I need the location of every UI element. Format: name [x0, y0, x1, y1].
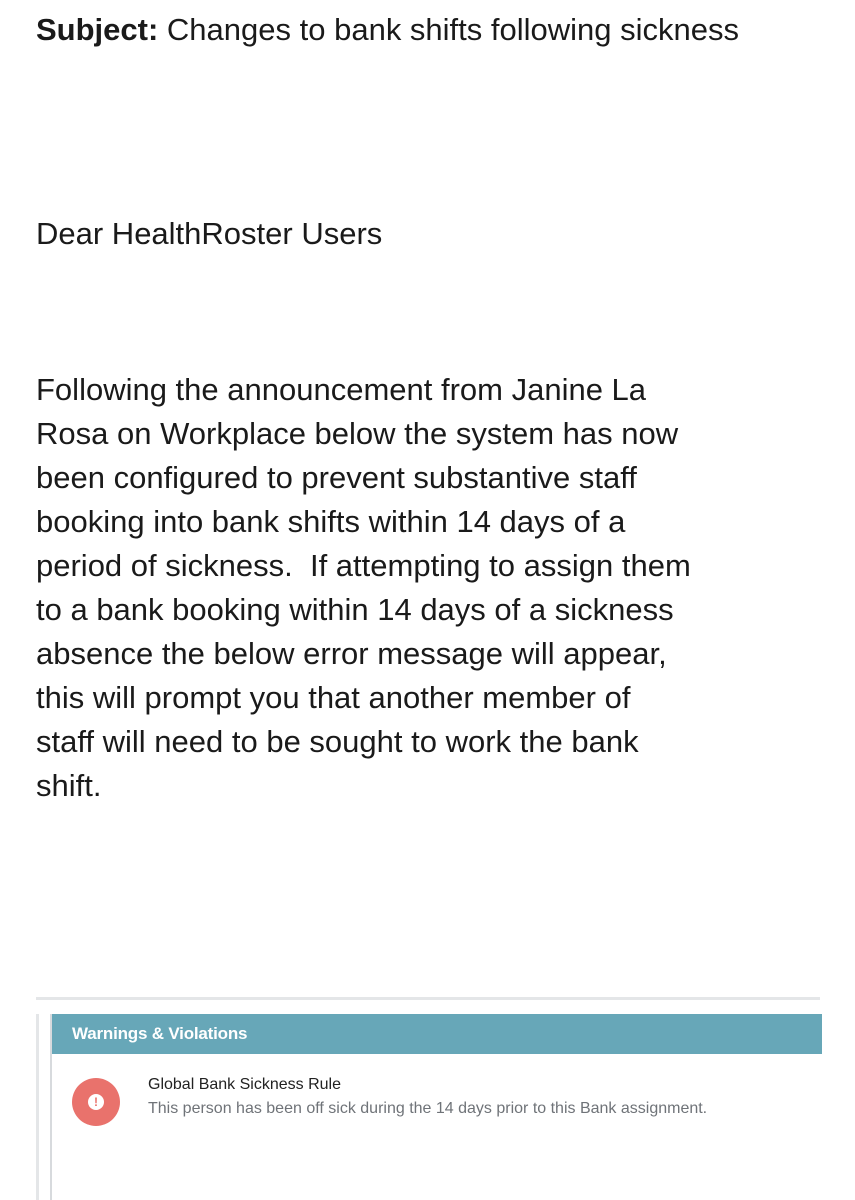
warning-item[interactable] — [52, 1054, 822, 1134]
subject-label: Subject: — [36, 12, 159, 47]
body-line: this will prompt you that another member of — [36, 680, 631, 715]
warning-description: This person has been off sick during the 14 days prior to this Bank assignment. — [148, 1100, 708, 1117]
body-line: Rosa on Workplace below the system has now — [36, 416, 679, 451]
subject-text: Changes to bank shifts following sickness — [166, 12, 739, 47]
body-line: Following the announcement from Janine La — [36, 372, 647, 407]
warnings-violations-panel — [50, 1014, 822, 1200]
body-line: staff will need to be sought to work the bank — [36, 724, 639, 759]
body-line: been configured to prevent substantive staff — [36, 460, 637, 495]
email-body — [36, 368, 836, 808]
body-line: to a bank booking within 14 days of a sickness — [36, 592, 674, 627]
exclamation-circle-icon: ! — [72, 1078, 120, 1126]
email-subject — [36, 8, 836, 51]
email-greeting: Dear HealthRoster Users — [36, 216, 383, 251]
body-line: shift. — [36, 768, 102, 803]
body-line: booking into bank shifts within 14 days of a — [36, 504, 626, 539]
body-line: absence the below error message will appear, — [36, 636, 667, 671]
screenshot-left-border — [36, 1014, 39, 1200]
panel-header: Warnings & Violations — [52, 1014, 822, 1054]
warning-title: Global Bank Sickness Rule — [148, 1076, 341, 1093]
body-line: period of sickness. If attempting to assign them — [36, 548, 691, 583]
screenshot-divider — [36, 997, 820, 1000]
